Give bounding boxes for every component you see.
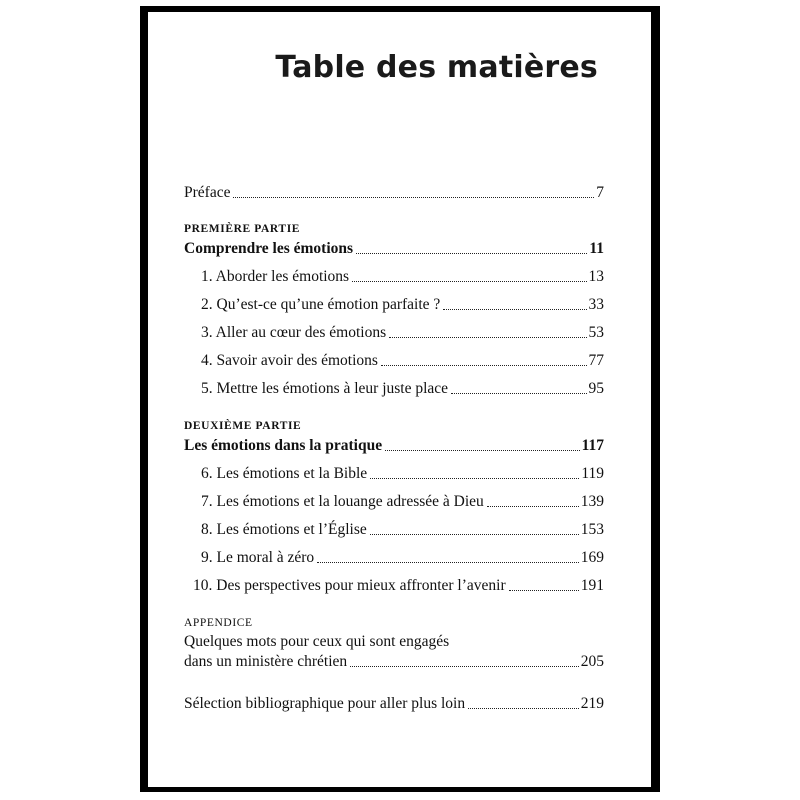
page-border xyxy=(140,6,660,792)
toc-entry-chapter-1[interactable] xyxy=(201,264,604,286)
entry-label: Les émotions dans la pratique xyxy=(184,437,383,454)
entry-page: 205 xyxy=(580,653,604,670)
entry-label: 2. Qu’est-ce qu’une émotion parfaite ? xyxy=(201,296,441,313)
toc-entry-bibliography[interactable] xyxy=(184,691,604,713)
entry-label: 9. Le moral à zéro xyxy=(201,549,315,566)
dot-leader xyxy=(370,478,579,479)
entry-label: 4. Savoir avoir des émotions xyxy=(201,352,378,369)
book-page xyxy=(148,12,651,787)
dot-leader xyxy=(317,562,579,563)
toc-entry-chapter-7[interactable] xyxy=(201,489,604,511)
dot-leader xyxy=(468,708,579,709)
dot-leader xyxy=(381,365,587,366)
entry-label: Préface xyxy=(184,184,231,201)
toc-entry-chapter-2[interactable] xyxy=(201,292,604,314)
entry-page: 119 xyxy=(581,465,604,482)
entry-page: 77 xyxy=(588,352,604,369)
entry-label: 10. Des perspectives pour mieux affronter l’avenir xyxy=(193,577,506,594)
dot-leader xyxy=(352,281,586,282)
dot-leader xyxy=(451,393,586,394)
entry-label: Comprendre les émotions xyxy=(184,240,354,257)
entry-page: 7 xyxy=(596,184,604,201)
toc-entry-chapter-8[interactable] xyxy=(201,517,604,539)
entry-page: 33 xyxy=(588,296,604,313)
toc-entry-part2-title[interactable] xyxy=(184,433,604,455)
appendix-heading: APPENDICE xyxy=(184,617,253,629)
entry-page: 169 xyxy=(580,549,604,566)
toc-entry-chapter-10[interactable] xyxy=(193,573,604,595)
entry-page: 139 xyxy=(580,493,604,510)
entry-page: 117 xyxy=(581,437,604,454)
dot-leader xyxy=(487,506,579,507)
entry-label: 5. Mettre les émotions à leur juste place xyxy=(201,380,449,397)
entry-label: Sélection bibliographique pour aller plus loin xyxy=(184,695,466,712)
entry-page: 53 xyxy=(588,324,604,341)
dot-leader xyxy=(443,309,586,310)
dot-leader xyxy=(370,534,579,535)
entry-page: 11 xyxy=(589,240,604,257)
toc-entry-chapter-6[interactable] xyxy=(201,461,604,483)
entry-page: 95 xyxy=(588,380,604,397)
entry-page: 219 xyxy=(580,695,604,712)
toc-entry-chapter-5[interactable] xyxy=(201,376,604,398)
entry-label: 7. Les émotions et la louange adressée à Dieu xyxy=(201,493,484,510)
dot-leader xyxy=(385,450,580,451)
dot-leader xyxy=(356,253,587,254)
entry-page: 153 xyxy=(580,521,604,538)
entry-label: 3. Aller au cœur des émotions xyxy=(201,324,387,341)
part-heading: PREMIÈRE PARTIE xyxy=(184,223,301,235)
appendix-line-1: Quelques mots pour ceux qui sont engagés xyxy=(184,633,450,650)
dot-leader xyxy=(233,197,594,198)
toc-entry-preface[interactable] xyxy=(184,180,604,202)
dot-leader xyxy=(389,337,586,338)
toc-entry-chapter-4[interactable] xyxy=(201,348,604,370)
toc-entry-chapter-9[interactable] xyxy=(201,545,604,567)
page-title: Table des matières xyxy=(275,50,598,85)
entry-label: 1. Aborder les émotions xyxy=(201,268,350,285)
entry-label: 8. Les émotions et l’Église xyxy=(201,521,367,538)
entry-label: dans un ministère chrétien xyxy=(184,653,348,670)
dot-leader xyxy=(509,590,579,591)
toc-entry-part1-title[interactable] xyxy=(184,236,604,258)
entry-label: 6. Les émotions et la Bible xyxy=(201,465,368,482)
toc-entry-appendix[interactable] xyxy=(184,649,604,671)
dot-leader xyxy=(350,666,579,667)
entry-page: 191 xyxy=(580,577,604,594)
entry-page: 13 xyxy=(588,268,604,285)
part-heading: DEUXIÈME PARTIE xyxy=(184,420,302,432)
toc-entry-chapter-3[interactable] xyxy=(201,320,604,342)
